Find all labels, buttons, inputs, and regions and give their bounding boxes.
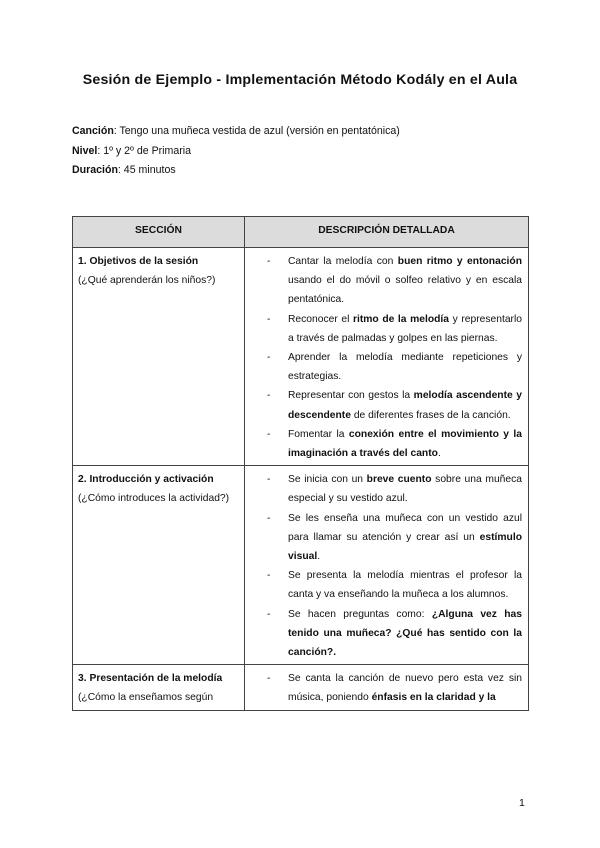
list-item: [251, 669, 522, 707]
item-text: usando el do móvil o solfeo relativo y en escala pentatónica.: [288, 275, 522, 306]
meta-level: [72, 142, 400, 162]
list-item: [251, 509, 522, 567]
description-list: [251, 669, 522, 707]
description-list: [251, 470, 522, 662]
section-subtitle: (¿Cómo introduces la actividad?): [78, 493, 230, 505]
meta-label: Nivel: [72, 144, 98, 157]
item-text: Reconocer el: [288, 313, 353, 325]
description-cell: [245, 466, 529, 665]
item-text: Se les enseña una muñeca con un vestido azul para llamar su atención y crear así un: [288, 512, 522, 543]
table-row: [73, 665, 529, 710]
item-text: Se canta la canción de nuevo pero esta vez sin música, poniendo: [288, 673, 522, 704]
meta-value: : 1º y 2º de Primaria: [97, 144, 192, 157]
table-row: [73, 248, 529, 466]
list-item: [251, 470, 522, 508]
section-title: 2. Introducción y activación: [78, 474, 214, 486]
meta-song: [72, 122, 400, 142]
section-cell: [73, 248, 245, 466]
session-table: [72, 216, 529, 711]
item-text: Aprender la melodía mediante repeticiones y estrategias.: [288, 352, 522, 383]
list-item: [251, 425, 522, 463]
list-item: [251, 252, 522, 310]
description-cell: [245, 665, 529, 710]
emphasis-text: breve cuento: [366, 474, 432, 486]
meta-value: : Tengo una muñeca vestida de azul (versión en pentatónica): [113, 125, 400, 137]
item-text: Se hacen preguntas como:: [288, 608, 432, 620]
emphasis-text: estímulo visual: [288, 531, 522, 563]
page-number: 1: [519, 797, 525, 809]
list-item: [251, 566, 522, 604]
section-title: 3. Presentación de la melodía: [78, 673, 223, 685]
emphasis-text: buen ritmo y entonación: [397, 256, 522, 267]
table-row: [73, 466, 529, 665]
item-text: Se presenta la melodía mientras el profesor la canta y va enseñando la muñeca a los alumnos.: [288, 570, 522, 601]
session-meta: [72, 122, 400, 181]
list-item: [251, 310, 522, 348]
item-text: sobre una muñeca especial y su vestido azul.: [288, 474, 523, 505]
column-header-description: DESCRIPCIÓN DETALLADA: [245, 217, 529, 248]
column-header-section: SECCIÓN: [73, 217, 245, 248]
meta-value: : 45 minutos: [117, 164, 176, 176]
item-text: .: [437, 448, 441, 460]
section-title: 1. Objetivos de la sesión: [78, 256, 199, 267]
list-item: [251, 386, 522, 424]
section-subtitle: (¿Qué aprenderán los niños?): [78, 275, 216, 287]
item-text: y representarlo a través de palmadas y golpes en las piernas.: [288, 313, 522, 344]
emphasis-text: conexión entre el movimiento y la imaginación a través del canto: [288, 428, 522, 460]
item-text: Fomentar la: [288, 428, 349, 440]
table-header-row: [73, 217, 529, 248]
section-subtitle: (¿Cómo la enseñamos según: [78, 692, 214, 704]
item-text: Cantar la melodía con: [288, 256, 398, 267]
item-text: Se inicia con un: [288, 474, 367, 486]
item-text: .: [317, 551, 321, 563]
item-text: Representar con gestos la: [288, 390, 414, 402]
list-item: [251, 348, 522, 386]
emphasis-text: ritmo de la melodía: [352, 313, 449, 325]
item-text: de diferentes frases de la canción.: [350, 409, 511, 421]
document-title: Sesión de Ejemplo - Implementación Método Kodály en el Aula: [82, 72, 518, 88]
section-cell: [73, 665, 245, 710]
emphasis-text: melodía ascendente y descendente: [288, 390, 522, 421]
section-cell: [73, 466, 245, 665]
meta-label: Canción: [72, 125, 114, 137]
emphasis-text: énfasis en la claridad y la: [371, 692, 496, 704]
meta-label: Duración: [72, 164, 118, 176]
meta-duration: [72, 161, 400, 181]
list-item: [251, 605, 522, 663]
description-cell: [245, 248, 529, 466]
table-body: [73, 248, 529, 711]
emphasis-text: ¿Alguna vez has tenido una muñeca? ¿Qué has sentido con la canción?.: [288, 608, 522, 659]
description-list: [251, 252, 522, 463]
